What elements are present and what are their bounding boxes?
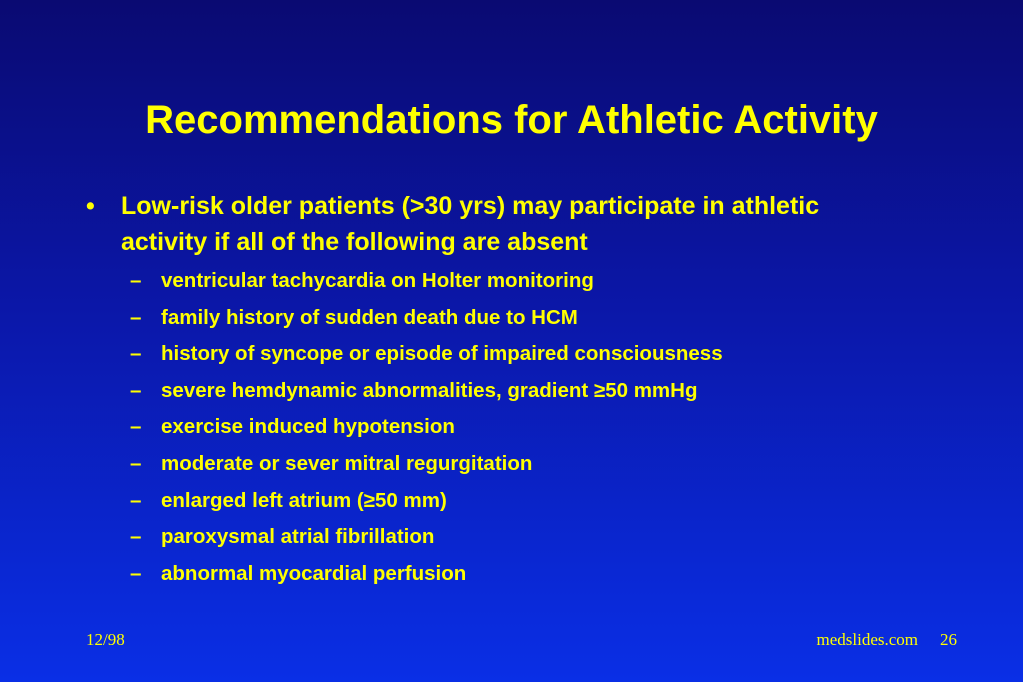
sub-bullet-text: history of syncope or episode of impaired consciousness [161,342,723,366]
dash-marker: – [130,561,142,585]
sub-bullet-text: exercise induced hypotension [161,415,455,439]
main-bullet-text: Low-risk older patients (>30 yrs) may participate in athletic activity if all of the following are absent [121,192,820,256]
footer-date: 12/98 [86,630,125,649]
slide-title: Recommendations for Athletic Activity [145,98,878,142]
page-number: 26 [940,630,957,649]
dash-marker: – [130,269,142,292]
bullet-marker: • [86,192,95,220]
footer-site: medslides.com [816,630,918,649]
dash-marker: – [130,305,142,329]
dash-marker: – [130,342,142,366]
sub-bullet-text: paroxysmal atrial fibrillation [161,525,435,549]
dash-marker: – [130,415,142,439]
sub-bullet-text: abnormal myocardial perfusion [161,561,467,585]
sub-bullet-text: family history of sudden death due to HCM [161,305,578,329]
sub-bullet-text: severe hemdynamic abnormalities, gradient ≥50 mmHg [161,378,698,402]
sub-bullet-text: moderate or sever mitral regurgitation [161,451,533,475]
dash-marker: – [130,488,142,512]
dash-marker: – [130,525,142,549]
dash-marker: – [130,378,142,402]
dash-marker: – [130,451,142,475]
footer-right [816,630,957,650]
sub-bullet-text: ventricular tachycardia on Holter monitoring [161,269,594,292]
sub-bullet-text: enlarged left atrium (≥50 mm) [161,488,447,512]
